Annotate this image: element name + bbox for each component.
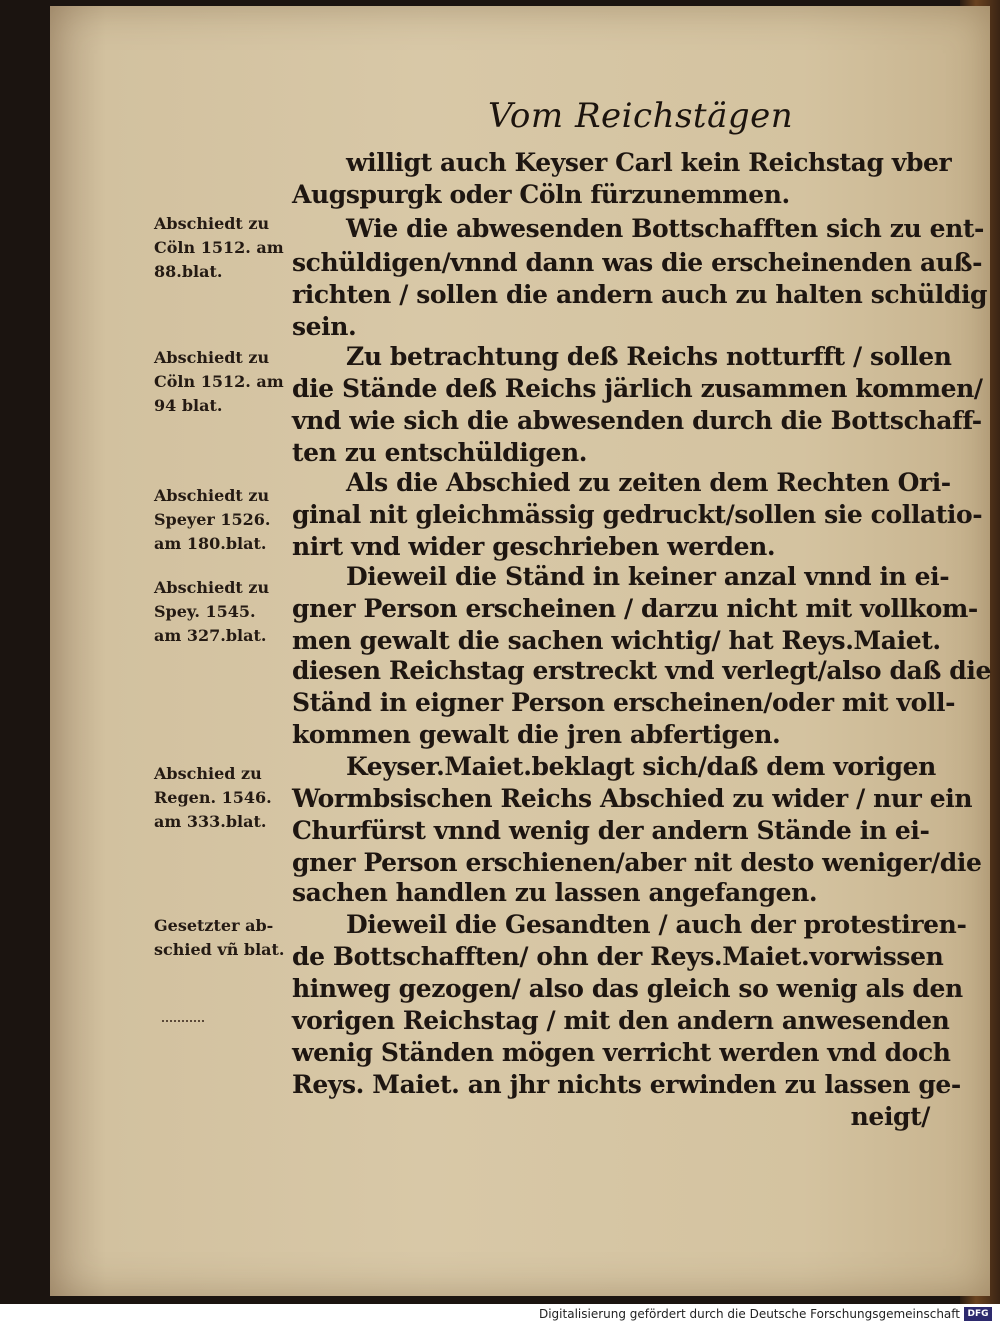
body-line: nirt vnd wider geschrieben werden.	[292, 532, 776, 561]
body-line: Wormbsischen Reichs Abschied zu wider / nur ein	[292, 784, 973, 813]
body-line: Dieweil die Ständ in keiner anzal vnnd in ei-	[346, 562, 950, 591]
body-line: de Bottschafften/ ohn der Reys.Maiet.vorwissen	[292, 942, 944, 971]
body-line: Zu betrachtung deß Reichs notturfft / sollen	[346, 342, 952, 371]
body-line: sein.	[292, 312, 357, 341]
body-line: hinweg gezogen/ also das gleich so wenig als den	[292, 974, 963, 1003]
margin-note-line: am 333.blat.	[154, 812, 267, 831]
margin-note	[154, 914, 294, 962]
margin-note-line: Abschiedt zu	[154, 214, 270, 233]
body-line: Wie die abwesenden Bottschafften sich zu ent-	[346, 214, 985, 243]
body-line: willigt auch Keyser Carl kein Reichstag vber	[346, 148, 952, 177]
digitization-footer	[0, 1304, 1000, 1324]
margin-note-line: am 180.blat.	[154, 534, 267, 553]
margin-note	[154, 576, 294, 648]
margin-note-line: Abschied zu	[154, 764, 262, 783]
body-line: Dieweil die Gesandten / auch der protestiren-	[346, 910, 967, 939]
margin-note	[154, 762, 294, 834]
body-line: Als die Abschied zu zeiten dem Rechten Ori-	[346, 468, 951, 497]
catchword: neigt/	[850, 1102, 930, 1131]
body-line: Ständ in eigner Person erscheinen/oder mit voll-	[292, 688, 956, 717]
body-line: Reys. Maiet. an jhr nichts erwinden zu lassen ge-	[292, 1070, 961, 1099]
margin-note-line: Abschiedt zu	[154, 348, 270, 367]
body-line: wenig Ständen mögen verricht werden vnd doch	[292, 1038, 951, 1067]
dfg-logo: DFG	[964, 1307, 992, 1321]
margin-note-line: Speyer 1526.	[154, 510, 271, 529]
body-line: kommen gewalt die jren abfertigen.	[292, 720, 781, 749]
margin-note-line: Cöln 1512. am	[154, 238, 284, 257]
body-line: gner Person erscheinen / darzu nicht mit vollkom-	[292, 594, 978, 623]
body-line: sachen handlen zu lassen angefangen.	[292, 878, 818, 907]
footer-credit: Digitalisierung gefördert durch die Deutsche Forschungsgemeinschaft	[538, 1307, 960, 1321]
running-head: Vom Reichstägen	[488, 96, 794, 136]
body-line: gner Person erschienen/aber nit desto weniger/die	[292, 848, 982, 877]
body-line: vnd wie sich die abwesenden durch die Bottschaff-	[292, 406, 982, 435]
margin-note-line: Abschiedt zu	[154, 578, 270, 597]
body-line: die Stände deß Reichs järlich zusammen kommen/	[292, 374, 983, 403]
margin-note	[154, 212, 294, 284]
margin-note-line: schied vñ blat.	[154, 940, 285, 959]
margin-note-line: am 327.blat.	[154, 626, 267, 645]
margin-note-line: Cöln 1512. am	[154, 372, 284, 391]
margin-note	[154, 346, 294, 418]
margin-note-line: 88.blat.	[154, 262, 223, 281]
body-line: diesen Reichstag erstreckt vnd verlegt/also daß die	[292, 656, 991, 685]
body-line: Augspurgk oder Cöln fürzunemmen.	[292, 180, 790, 209]
body-line: men gewalt die sachen wichtig/ hat Reys.Maiet.	[292, 626, 941, 655]
body-line: ginal nit gleichmässig gedruckt/sollen sie collatio-	[292, 500, 983, 529]
margin-note-line: Spey. 1545.	[154, 602, 256, 621]
body-line: richten / sollen die andern auch zu halten schüldig	[292, 280, 988, 309]
body-line: vorigen Reichstag / mit den andern anwesenden	[292, 1006, 950, 1035]
body-line: Churfürst vnnd wenig der andern Stände in ei-	[292, 816, 930, 845]
margin-note	[154, 484, 294, 556]
margin-note-line: 94 blat.	[154, 396, 223, 415]
body-line: schüldigen/vnnd dann was die erscheinenden auß-	[292, 248, 983, 277]
margin-dash-mark	[162, 1020, 204, 1024]
margin-note-line: Gesetzter ab-	[154, 916, 274, 935]
margin-note-line: Regen. 1546.	[154, 788, 272, 807]
body-line: ten zu entschüldigen.	[292, 438, 588, 467]
margin-note-line: Abschiedt zu	[154, 486, 270, 505]
body-line: Keyser.Maiet.beklagt sich/daß dem vorigen	[346, 752, 936, 781]
